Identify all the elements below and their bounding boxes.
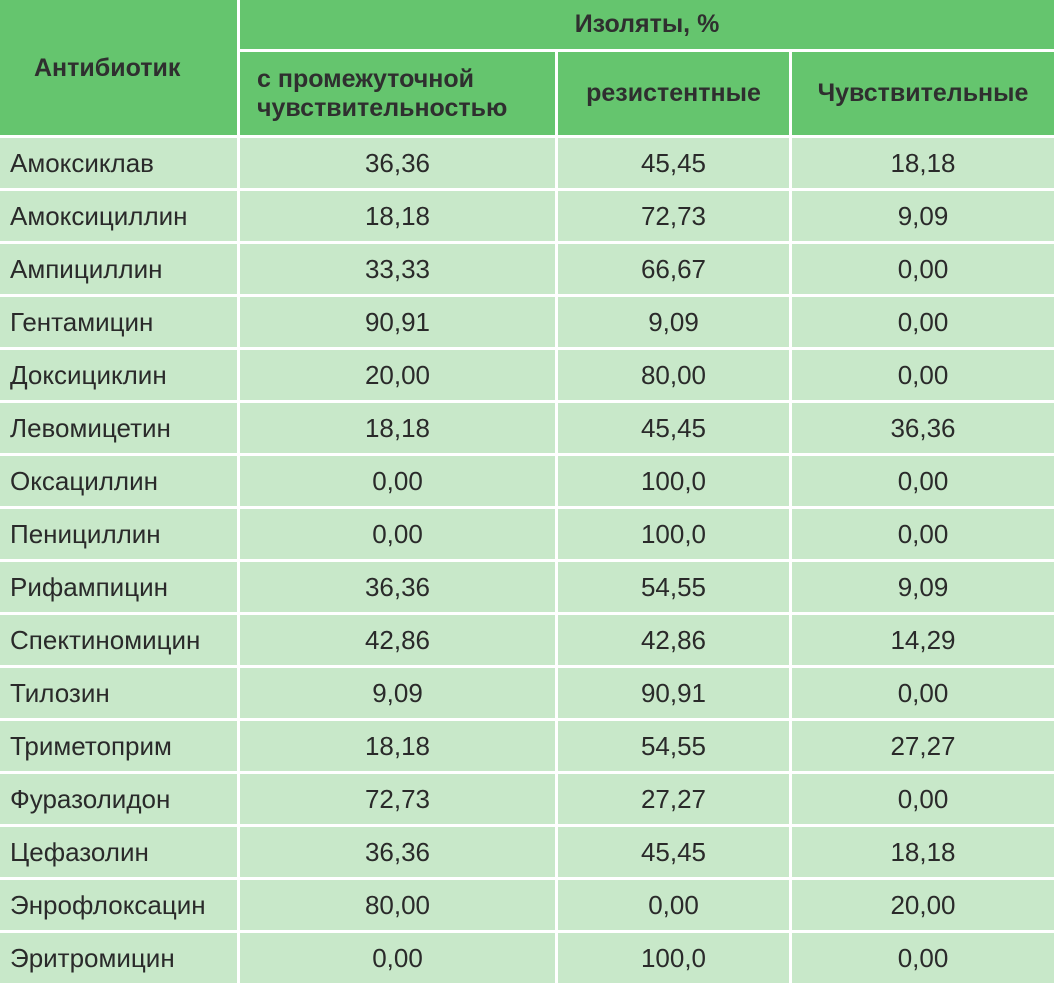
susceptible-value-cell: 0,00	[792, 933, 1054, 986]
intermediate-value-cell: 18,18	[240, 191, 558, 244]
isolates-group-header: Изоляты, %	[240, 0, 1054, 52]
susceptible-value-cell: 0,00	[792, 668, 1054, 721]
susceptible-value-cell: 0,00	[792, 774, 1054, 827]
resistant-value-cell: 66,67	[558, 244, 792, 297]
antibiotic-name-cell: Оксациллин	[0, 456, 240, 509]
susceptible-value-cell: 18,18	[792, 827, 1054, 880]
table-row	[0, 456, 1054, 509]
susceptible-value-cell: 0,00	[792, 456, 1054, 509]
resistant-value-cell: 45,45	[558, 827, 792, 880]
table-row	[0, 880, 1054, 933]
intermediate-value-cell: 36,36	[240, 562, 558, 615]
antibiotic-column-header: Антибиотик	[0, 0, 240, 138]
antibiotic-name-cell: Фуразолидон	[0, 774, 240, 827]
resistant-value-cell: 45,45	[558, 138, 792, 191]
antibiotic-name-cell: Тилозин	[0, 668, 240, 721]
antibiotic-name-cell: Рифампицин	[0, 562, 240, 615]
susceptible-value-cell: 14,29	[792, 615, 1054, 668]
intermediate-value-cell: 0,00	[240, 509, 558, 562]
intermediate-value-cell: 36,36	[240, 138, 558, 191]
antibiotic-name-cell: Спектиномицин	[0, 615, 240, 668]
susceptible-value-cell: 18,18	[792, 138, 1054, 191]
intermediate-value-cell: 90,91	[240, 297, 558, 350]
intermediate-value-cell: 42,86	[240, 615, 558, 668]
table-row	[0, 615, 1054, 668]
susceptible-value-cell: 0,00	[792, 244, 1054, 297]
antibiotic-name-cell: Триметоприм	[0, 721, 240, 774]
susceptible-value-cell: 0,00	[792, 350, 1054, 403]
antibiotic-name-cell: Доксициклин	[0, 350, 240, 403]
antibiotic-name-cell: Пенициллин	[0, 509, 240, 562]
resistant-value-cell: 100,0	[558, 509, 792, 562]
table-row	[0, 668, 1054, 721]
susceptible-value-cell: 20,00	[792, 880, 1054, 933]
table-body	[0, 138, 1054, 986]
table-row	[0, 244, 1054, 297]
resistant-value-cell: 0,00	[558, 880, 792, 933]
table-row	[0, 138, 1054, 191]
table-row	[0, 350, 1054, 403]
antibiotic-name-cell: Ампициллин	[0, 244, 240, 297]
susceptible-value-cell: 0,00	[792, 297, 1054, 350]
susceptible-value-cell: 36,36	[792, 403, 1054, 456]
antibiotic-name-cell: Эритромицин	[0, 933, 240, 986]
table-row	[0, 403, 1054, 456]
table-row	[0, 933, 1054, 986]
intermediate-value-cell: 72,73	[240, 774, 558, 827]
susceptible-value-cell: 9,09	[792, 562, 1054, 615]
resistant-value-cell: 72,73	[558, 191, 792, 244]
table-row	[0, 721, 1054, 774]
intermediate-value-cell: 0,00	[240, 933, 558, 986]
intermediate-value-cell: 33,33	[240, 244, 558, 297]
antibiotic-name-cell: Гентамицин	[0, 297, 240, 350]
resistant-value-cell: 100,0	[558, 456, 792, 509]
table-header	[0, 0, 1054, 138]
susceptible-value-cell: 27,27	[792, 721, 1054, 774]
resistant-value-cell: 54,55	[558, 562, 792, 615]
resistant-value-cell: 80,00	[558, 350, 792, 403]
table-row	[0, 191, 1054, 244]
antibiotic-name-cell: Амоксициллин	[0, 191, 240, 244]
table-row	[0, 297, 1054, 350]
resistant-value-cell: 54,55	[558, 721, 792, 774]
resistant-value-cell: 45,45	[558, 403, 792, 456]
intermediate-column-header: с промежуточной чувствительностью	[240, 52, 558, 138]
susceptible-value-cell: 0,00	[792, 509, 1054, 562]
intermediate-value-cell: 18,18	[240, 403, 558, 456]
intermediate-value-cell: 18,18	[240, 721, 558, 774]
resistant-value-cell: 90,91	[558, 668, 792, 721]
antibiotic-name-cell: Амоксиклав	[0, 138, 240, 191]
table-row	[0, 562, 1054, 615]
susceptible-column-header: Чувствительные	[792, 52, 1054, 138]
resistant-column-header: резистентные	[558, 52, 792, 138]
resistant-value-cell: 100,0	[558, 933, 792, 986]
susceptible-value-cell: 9,09	[792, 191, 1054, 244]
resistant-value-cell: 9,09	[558, 297, 792, 350]
resistant-value-cell: 27,27	[558, 774, 792, 827]
resistant-value-cell: 42,86	[558, 615, 792, 668]
table-row	[0, 774, 1054, 827]
intermediate-value-cell: 9,09	[240, 668, 558, 721]
header-row-group	[0, 0, 1054, 52]
table-row	[0, 509, 1054, 562]
table-row	[0, 827, 1054, 880]
intermediate-value-cell: 0,00	[240, 456, 558, 509]
intermediate-value-cell: 36,36	[240, 827, 558, 880]
antibiotic-name-cell: Цефазолин	[0, 827, 240, 880]
antibiotic-name-cell: Энрофлоксацин	[0, 880, 240, 933]
intermediate-value-cell: 20,00	[240, 350, 558, 403]
intermediate-value-cell: 80,00	[240, 880, 558, 933]
antibiotic-name-cell: Левомицетин	[0, 403, 240, 456]
